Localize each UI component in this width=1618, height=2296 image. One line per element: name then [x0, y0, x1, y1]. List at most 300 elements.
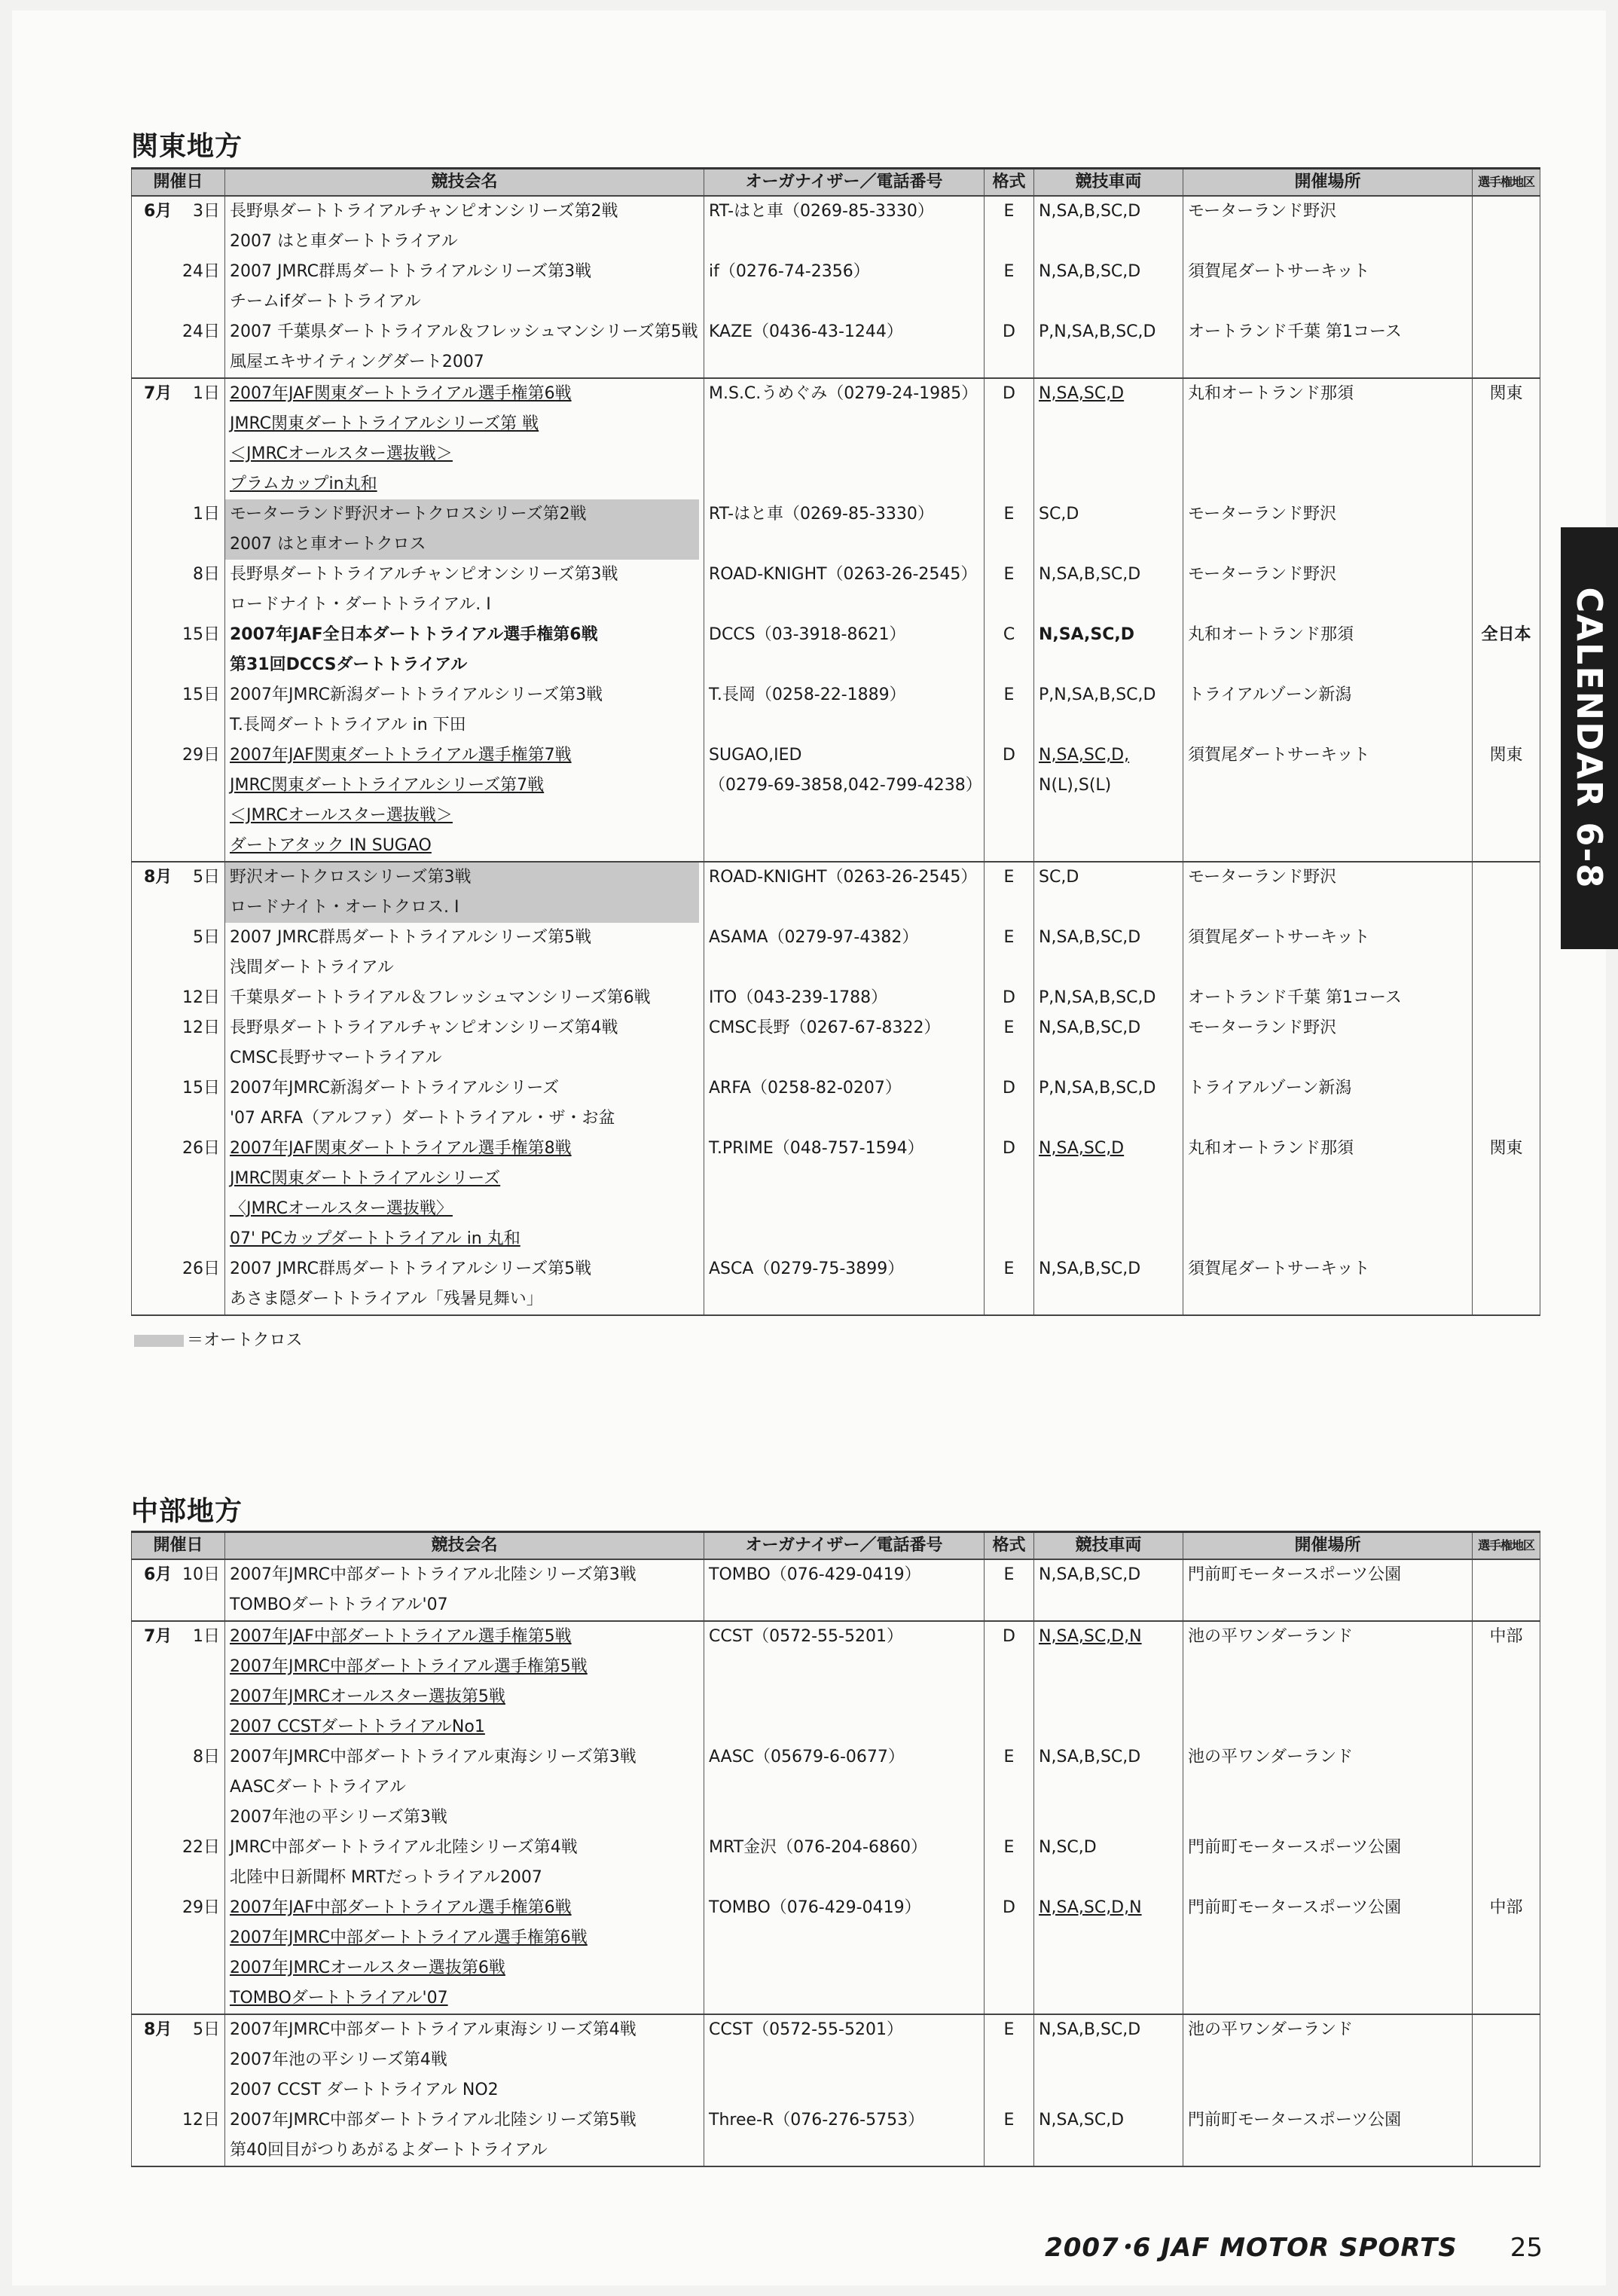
date-cell: [132, 620, 225, 680]
venue-cell: 池の平ワンダーランド: [1183, 2014, 1473, 2105]
grade-cell: E: [985, 1254, 1034, 1315]
region-cell: [1473, 862, 1540, 923]
organizer-line: CCST（0572-55-5201）: [709, 2020, 903, 2039]
region-cell: 中部: [1473, 1621, 1540, 1742]
vehicles-line: N,SA,B,SC,D: [1039, 1565, 1141, 1584]
event-name-cell: [225, 2014, 704, 2105]
side-tab-label: CALENDAR 6-8: [1569, 587, 1610, 890]
vehicles-cell: [1034, 1073, 1183, 1134]
vehicles-cell: [1034, 1621, 1183, 1742]
venue-cell: トライアルゾーン新潟: [1183, 680, 1473, 740]
vehicles-cell: [1034, 1013, 1183, 1073]
vehicles-cell: [1034, 1742, 1183, 1833]
event-name-line: 07' PCカップダートトライアル in 丸和: [230, 1229, 521, 1248]
date-cell: [132, 196, 225, 257]
organizer-line: CCST（0572-55-5201）: [709, 1627, 903, 1646]
vehicles-line: P,N,SA,B,SC,D: [1039, 1079, 1156, 1098]
region-cell: [1473, 1559, 1540, 1621]
table-row: [132, 2105, 1540, 2166]
date-cell: [132, 1013, 225, 1073]
day-label: 12日: [182, 1018, 220, 1037]
legend: [134, 1327, 303, 1351]
event-name-line: 2007 CCST ダートトライアル NO2: [230, 2081, 499, 2099]
event-name-line: ダートアタック IN SUGAO: [230, 836, 432, 855]
organizer-cell: [704, 1833, 985, 1893]
header-venue: 開催場所: [1183, 1532, 1473, 1560]
organizer-line: ASAMA（0279-97-4382）: [709, 928, 919, 947]
event-name-cell: [225, 740, 704, 862]
header-region: 選手権地区: [1473, 1532, 1540, 1560]
organizer-line: RT-はと車（0269-85-3330）: [709, 202, 934, 221]
grade-cell: E: [985, 1742, 1034, 1833]
event-name-cell: [225, 862, 704, 923]
chubu-calendar-table: [131, 1531, 1540, 2167]
organizer-cell: [704, 740, 985, 862]
organizer-line: TOMBO（076-429-0419）: [709, 1898, 921, 1917]
region-cell: [1473, 923, 1540, 983]
table-row: [132, 680, 1540, 740]
day-label: 24日: [182, 322, 220, 341]
legend-label: ＝オートクロス: [187, 1331, 303, 1350]
page-footer: [1045, 2227, 1543, 2264]
vehicles-line: N,SA,B,SC,D: [1039, 2020, 1141, 2039]
organizer-cell: [704, 1254, 985, 1315]
grade-cell: E: [985, 1559, 1034, 1621]
venue-cell: 門前町モータースポーツ公園: [1183, 2105, 1473, 2166]
date-cell: [132, 560, 225, 620]
vehicles-line: P,N,SA,B,SC,D: [1039, 322, 1156, 341]
table-row: [132, 740, 1540, 862]
organizer-cell: [704, 560, 985, 620]
organizer-line: M.S.C.うめぐみ（0279-24-1985）: [709, 384, 978, 403]
date-cell: [132, 680, 225, 740]
table-row: [132, 1559, 1540, 1621]
grade-cell: E: [985, 499, 1034, 560]
event-name-line: 2007年池の平シリーズ第4戦: [230, 2050, 447, 2069]
organizer-line: if（0276-74-2356）: [709, 262, 870, 281]
table-row: [132, 1073, 1540, 1134]
header-date: 開催日: [132, 169, 225, 197]
venue-cell: 門前町モータースポーツ公園: [1183, 1559, 1473, 1621]
event-name-cell: [225, 1013, 704, 1073]
venue-cell: モーターランド野沢: [1183, 499, 1473, 560]
venue-cell: 池の平ワンダーランド: [1183, 1742, 1473, 1833]
organizer-line: SUGAO,IED: [709, 746, 802, 765]
venue-cell: 丸和オートランド那須: [1183, 1134, 1473, 1254]
organizer-cell: [704, 1134, 985, 1254]
grade-cell: D: [985, 317, 1034, 378]
event-name-line: 浅間ダートトライアル: [230, 958, 394, 977]
vehicles-cell: [1034, 740, 1183, 862]
event-name-line: TOMBOダートトライアル'07: [230, 1989, 448, 2007]
organizer-line: ITO（043-239-1788）: [709, 988, 888, 1007]
vehicles-line: N,SA,B,SC,D: [1039, 1018, 1141, 1037]
organizer-line: KAZE（0436-43-1244）: [709, 322, 903, 341]
organizer-cell: [704, 2014, 985, 2105]
date-cell: [132, 923, 225, 983]
vehicles-cell: [1034, 1833, 1183, 1893]
vehicles-line: N,SA,SC,D,N: [1039, 1898, 1142, 1917]
event-name-line: チームifダートトライアル: [230, 292, 421, 311]
event-name-line: 千葉県ダートトライアル＆フレッシュマンシリーズ第6戦: [230, 988, 651, 1007]
region-cell: [1473, 2014, 1540, 2105]
event-name-line: CMSC長野サマートライアル: [230, 1049, 442, 1067]
vehicles-cell: [1034, 620, 1183, 680]
day-label: 15日: [182, 1079, 220, 1098]
region-cell: 中部: [1473, 1893, 1540, 2014]
organizer-cell: [704, 680, 985, 740]
event-name-line: ロードナイト・ダートトライアル. I: [230, 595, 491, 614]
page-number: 25: [1510, 2233, 1543, 2263]
event-name-cell: [225, 983, 704, 1013]
date-cell: [132, 983, 225, 1013]
date-cell: [132, 1254, 225, 1315]
date-cell: [132, 2105, 225, 2166]
venue-cell: オートランド千葉 第1コース: [1183, 983, 1473, 1013]
vehicles-line: N,SA,SC,D: [1039, 384, 1125, 403]
event-name-line: TOMBOダートトライアル'07: [230, 1595, 448, 1614]
month-label: 6月: [144, 1565, 172, 1584]
date-cell: [132, 317, 225, 378]
organizer-cell: [704, 257, 985, 317]
header-region: 選手権地区: [1473, 169, 1540, 197]
region-cell: [1473, 2105, 1540, 2166]
vehicles-cell: [1034, 680, 1183, 740]
date-cell: [132, 1559, 225, 1621]
kanto-calendar-table: [131, 167, 1540, 1316]
vehicles-line: SC,D: [1039, 505, 1079, 524]
venue-cell: 丸和オートランド那須: [1183, 378, 1473, 499]
vehicles-cell: [1034, 196, 1183, 257]
vehicles-cell: [1034, 499, 1183, 560]
day-label: 12日: [182, 2111, 220, 2130]
date-cell: [132, 1134, 225, 1254]
table-row: [132, 862, 1540, 923]
event-name-cell: [225, 620, 704, 680]
event-name-line: 2007 はと車オートクロス: [225, 530, 699, 560]
table-row: [132, 1742, 1540, 1833]
vehicles-cell: [1034, 1559, 1183, 1621]
date-cell: [132, 1833, 225, 1893]
grade-cell: E: [985, 680, 1034, 740]
venue-cell: モーターランド野沢: [1183, 862, 1473, 923]
organizer-line: ARFA（0258-82-0207）: [709, 1079, 902, 1098]
date-cell: [132, 740, 225, 862]
day-label: 5日: [193, 868, 220, 887]
event-name-cell: [225, 317, 704, 378]
venue-cell: 門前町モータースポーツ公園: [1183, 1833, 1473, 1893]
vehicles-cell: [1034, 378, 1183, 499]
day-label: 1日: [193, 505, 220, 524]
event-name-cell: [225, 1893, 704, 2014]
grade-cell: C: [985, 620, 1034, 680]
event-name-cell: [225, 257, 704, 317]
date-cell: [132, 862, 225, 923]
section-title-kanto: 関東地方: [131, 131, 243, 162]
organizer-cell: [704, 1559, 985, 1621]
event-name-line: 2007年JMRC中部ダートトライアル北陸シリーズ第5戦: [230, 2111, 637, 2130]
day-label: 1日: [193, 384, 220, 403]
venue-cell: 須賀尾ダートサーキット: [1183, 1254, 1473, 1315]
region-cell: [1473, 560, 1540, 620]
event-name-line: プラムカップin丸和: [230, 475, 377, 493]
vehicles-line: N(L),S(L): [1039, 776, 1112, 795]
vehicles-cell: [1034, 257, 1183, 317]
event-name-line: 2007年JMRCオールスター選抜第5戦: [230, 1687, 505, 1706]
day-label: 10日: [182, 1565, 220, 1584]
vehicles-line: N,SA,SC,D,: [1039, 746, 1130, 765]
table-row: [132, 1833, 1540, 1893]
event-name-line: 2007年JAF中部ダートトライアル選手権第6戦: [230, 1898, 572, 1917]
venue-cell: 門前町モータースポーツ公園: [1183, 1893, 1473, 2014]
magazine-name: 2007･6 JAF MOTOR SPORTS: [1045, 2233, 1458, 2263]
month-label: 7月: [144, 384, 172, 403]
organizer-cell: [704, 1742, 985, 1833]
vehicles-line: N,SA,B,SC,D: [1039, 565, 1141, 584]
vehicles-line: N,SC,D: [1039, 1838, 1097, 1857]
vehicles-cell: [1034, 1254, 1183, 1315]
table-row: [132, 923, 1540, 983]
grade-cell: E: [985, 2014, 1034, 2105]
event-name-line: JMRC関東ダートトライアルシリーズ第7戦: [230, 776, 545, 795]
venue-cell: モーターランド野沢: [1183, 196, 1473, 257]
vehicles-cell: [1034, 317, 1183, 378]
organizer-cell: [704, 1013, 985, 1073]
day-label: 8日: [193, 565, 220, 584]
table-row: [132, 378, 1540, 499]
table-row: [132, 1134, 1540, 1254]
event-name-line: 第40回目がつりあがるよダートトライアル: [230, 2141, 548, 2160]
event-name-line: '07 ARFA（アルファ）ダートトライアル・ザ・お盆: [230, 1109, 615, 1128]
venue-cell: トライアルゾーン新潟: [1183, 1073, 1473, 1134]
region-cell: [1473, 499, 1540, 560]
table-row: [132, 1621, 1540, 1742]
event-name-line: JMRC中部ダートトライアル北陸シリーズ第4戦: [230, 1838, 578, 1857]
event-name-line: 2007 JMRC群馬ダートトライアルシリーズ第5戦: [230, 928, 592, 947]
organizer-line: DCCS（03-3918-8621）: [709, 625, 906, 644]
organizer-line: Three-R（076-276-5753）: [709, 2111, 925, 2130]
organizer-line: ROAD-KNIGHT（0263-26-2545）: [709, 868, 978, 887]
region-cell: [1473, 1833, 1540, 1893]
header-organizer: オーガナイザー／電話番号: [704, 169, 985, 197]
event-name-cell: [225, 378, 704, 499]
region-cell: [1473, 1013, 1540, 1073]
region-cell: [1473, 680, 1540, 740]
event-name-cell: [225, 1742, 704, 1833]
vehicles-cell: [1034, 1134, 1183, 1254]
header-grade: 格式: [985, 169, 1034, 197]
vehicles-cell: [1034, 983, 1183, 1013]
event-name-line: 2007年JMRC新潟ダートトライアルシリーズ: [230, 1079, 560, 1098]
organizer-line: T.PRIME（048-757-1594）: [709, 1139, 924, 1158]
venue-cell: 丸和オートランド那須: [1183, 620, 1473, 680]
region-cell: [1473, 983, 1540, 1013]
region-cell: 関東: [1473, 740, 1540, 862]
grade-cell: D: [985, 1073, 1034, 1134]
region-cell: [1473, 1073, 1540, 1134]
day-label: 15日: [182, 685, 220, 704]
event-name-line: 2007年JMRC中部ダートトライアル選手権第6戦: [230, 1928, 588, 1947]
day-label: 12日: [182, 988, 220, 1007]
header-venue: 開催場所: [1183, 169, 1473, 197]
grade-cell: E: [985, 923, 1034, 983]
event-name-line: 2007年JMRC中部ダートトライアル東海シリーズ第4戦: [230, 2020, 637, 2039]
event-name-line: 2007年JAF全日本ダートトライアル選手権第6戦: [230, 625, 598, 644]
legend-swatch: [134, 1335, 184, 1347]
table-row: [132, 1254, 1540, 1315]
grade-cell: D: [985, 1621, 1034, 1742]
date-cell: [132, 2014, 225, 2105]
organizer-cell: [704, 620, 985, 680]
region-cell: [1473, 196, 1540, 257]
organizer-line: CMSC長野（0267-67-8322）: [709, 1018, 941, 1037]
header-vehicles: 競技車両: [1034, 1532, 1183, 1560]
event-name-line: 北陸中日新聞杯 MRTだっトライアル2007: [230, 1868, 542, 1887]
table-row: [132, 1013, 1540, 1073]
organizer-line: MRT金沢（076-204-6860）: [709, 1838, 927, 1857]
organizer-cell: [704, 1621, 985, 1742]
grade-cell: D: [985, 983, 1034, 1013]
event-name-line: ＜JMRCオールスター選抜戦＞: [230, 806, 453, 825]
table-row: [132, 2014, 1540, 2105]
organizer-line: T.長岡（0258-22-1889）: [709, 685, 906, 704]
organizer-cell: [704, 2105, 985, 2166]
month-label: 8月: [144, 2020, 172, 2039]
date-cell: [132, 1893, 225, 2014]
region-cell: [1473, 257, 1540, 317]
event-name-line: 2007 JMRC群馬ダートトライアルシリーズ第5戦: [230, 1259, 592, 1278]
organizer-line: ASCA（0279-75-3899）: [709, 1259, 905, 1278]
event-name-cell: [225, 1621, 704, 1742]
venue-cell: 須賀尾ダートサーキット: [1183, 740, 1473, 862]
grade-cell: D: [985, 378, 1034, 499]
grade-cell: D: [985, 1893, 1034, 2014]
region-cell: 全日本: [1473, 620, 1540, 680]
event-name-line: 2007年JMRC新潟ダートトライアルシリーズ第3戦: [230, 685, 603, 704]
vehicles-line: N,SA,B,SC,D: [1039, 1748, 1141, 1766]
header-event: 競技会名: [225, 169, 704, 197]
month-label: 8月: [144, 868, 172, 887]
event-name-cell: [225, 2105, 704, 2166]
event-name-line: 2007年JAF中部ダートトライアル選手権第5戦: [230, 1627, 572, 1646]
organizer-line: AASC（05679-6-0677）: [709, 1748, 905, 1766]
event-name-line: 2007年JMRC中部ダートトライアル東海シリーズ第3戦: [230, 1748, 637, 1766]
vehicles-line: N,SA,SC,D: [1039, 2111, 1125, 2130]
event-name-cell: [225, 923, 704, 983]
header-grade: 格式: [985, 1532, 1034, 1560]
organizer-cell: [704, 983, 985, 1013]
organizer-line: TOMBO（076-429-0419）: [709, 1565, 921, 1584]
header-organizer: オーガナイザー／電話番号: [704, 1532, 985, 1560]
event-name-line: 2007 はと車ダートトライアル: [230, 232, 458, 251]
organizer-line: （0279-69-3858,042-799-4238）: [709, 776, 982, 795]
header-event: 競技会名: [225, 1532, 704, 1560]
event-name-line: あさま隠ダートトライアル「残暑見舞い」: [230, 1290, 543, 1308]
event-name-line: 第31回DCCSダートトライアル: [230, 655, 468, 674]
event-name-line: 2007年池の平シリーズ第3戦: [230, 1808, 447, 1827]
region-cell: 関東: [1473, 1134, 1540, 1254]
grade-cell: E: [985, 862, 1034, 923]
date-cell: [132, 499, 225, 560]
event-name-line: 長野県ダートトライアルチャンピオンシリーズ第2戦: [230, 202, 618, 221]
organizer-cell: [704, 1073, 985, 1134]
day-label: 3日: [193, 202, 220, 221]
organizer-cell: [704, 378, 985, 499]
vehicles-line: N,SA,B,SC,D: [1039, 928, 1141, 947]
table-row: [132, 317, 1540, 378]
vehicles-cell: [1034, 1893, 1183, 2014]
event-name-line: 2007年JMRC中部ダートトライアル北陸シリーズ第3戦: [230, 1565, 637, 1584]
table-row: [132, 1893, 1540, 2014]
event-name-line: JMRC関東ダートトライアルシリーズ第 戦: [230, 414, 539, 433]
event-name-cell: [225, 560, 704, 620]
vehicles-cell: [1034, 862, 1183, 923]
region-cell: [1473, 317, 1540, 378]
event-name-line: 2007年JMRCオールスター選抜第6戦: [230, 1959, 505, 1977]
day-label: 22日: [182, 1838, 220, 1857]
vehicles-cell: [1034, 2014, 1183, 2105]
event-name-line: 2007年JAF関東ダートトライアル選手権第7戦: [230, 746, 572, 765]
grade-cell: E: [985, 2105, 1034, 2166]
table-row: [132, 196, 1540, 257]
vehicles-line: P,N,SA,B,SC,D: [1039, 685, 1156, 704]
event-name-line: 長野県ダートトライアルチャンピオンシリーズ第3戦: [230, 565, 618, 584]
grade-cell: D: [985, 1134, 1034, 1254]
date-cell: [132, 1073, 225, 1134]
event-name-line: 2007 CCSTダートトライアルNo1: [230, 1717, 485, 1736]
vehicles-line: N,SA,B,SC,D: [1039, 202, 1141, 221]
venue-cell: 須賀尾ダートサーキット: [1183, 257, 1473, 317]
event-name-cell: [225, 1254, 704, 1315]
event-name-line: 2007 JMRC群馬ダートトライアルシリーズ第3戦: [230, 262, 592, 281]
table-row: [132, 983, 1540, 1013]
event-name-line: ＜JMRCオールスター選抜戦＞: [230, 444, 453, 463]
table-row: [132, 499, 1540, 560]
venue-cell: オートランド千葉 第1コース: [1183, 317, 1473, 378]
date-cell: [132, 378, 225, 499]
venue-cell: 須賀尾ダートサーキット: [1183, 923, 1473, 983]
event-name-line: 野沢オートクロスシリーズ第3戦: [225, 863, 699, 893]
day-label: 24日: [182, 262, 220, 281]
organizer-cell: [704, 923, 985, 983]
day-label: 29日: [182, 746, 220, 765]
event-name-cell: [225, 680, 704, 740]
event-name-cell: [225, 1559, 704, 1621]
event-name-cell: [225, 1073, 704, 1134]
vehicles-line: P,N,SA,B,SC,D: [1039, 988, 1156, 1007]
day-label: 5日: [193, 2020, 220, 2039]
grade-cell: E: [985, 257, 1034, 317]
calendar-side-tab: [1561, 527, 1618, 949]
event-name-cell: [225, 1833, 704, 1893]
event-name-line: 2007年JAF関東ダートトライアル選手権第6戦: [230, 384, 572, 403]
event-name-line: T.長岡ダートトライアル in 下田: [230, 716, 466, 734]
event-name-line: モーターランド野沢オートクロスシリーズ第2戦: [225, 499, 699, 530]
day-label: 26日: [182, 1259, 220, 1278]
vehicles-line: N,SA,B,SC,D: [1039, 262, 1141, 281]
vehicles-cell: [1034, 2105, 1183, 2166]
grade-cell: E: [985, 1833, 1034, 1893]
organizer-line: ROAD-KNIGHT（0263-26-2545）: [709, 565, 978, 584]
event-name-line: 2007年JAF関東ダートトライアル選手権第8戦: [230, 1139, 572, 1158]
region-cell: [1473, 1742, 1540, 1833]
vehicles-line: N,SA,SC,D: [1039, 625, 1135, 644]
month-label: 6月: [144, 202, 172, 221]
event-name-line: JMRC関東ダートトライアルシリーズ: [230, 1169, 501, 1188]
event-name-cell: [225, 1134, 704, 1254]
venue-cell: モーターランド野沢: [1183, 1013, 1473, 1073]
day-label: 29日: [182, 1898, 220, 1917]
